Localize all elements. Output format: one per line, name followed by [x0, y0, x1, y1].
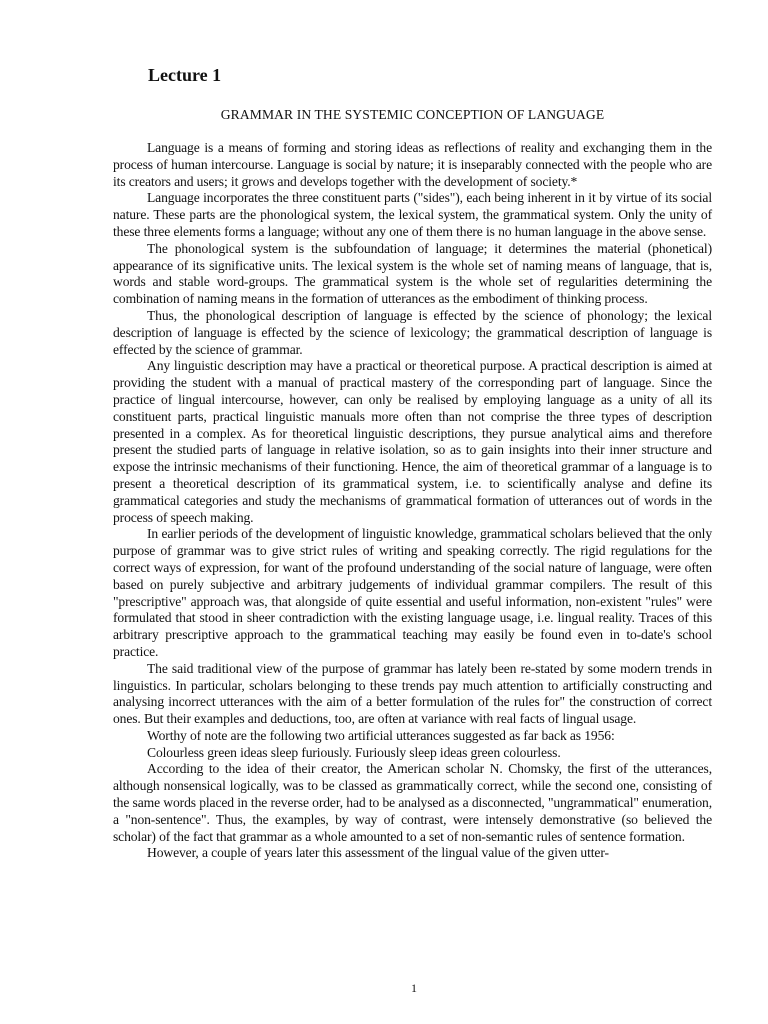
paragraph: However, a couple of years later this assessment of the lingual value of the given utter-	[147, 845, 609, 861]
lecture-heading: Lecture 1	[148, 65, 222, 85]
example-sentences: Colourless green ideas sleep furiously. Furiously sleep ideas green colourless.	[147, 744, 561, 760]
document-title: GRAMMAR IN THE SYSTEMIC CONCEPTION OF LANGUAGE	[220, 107, 605, 122]
paragraph: Worthy of note are the following two artificial utterances suggested as far back as 1956:	[147, 727, 615, 743]
paragraph: In earlier periods of the development of linguistic knowledge, grammatical scholars believed that the only purpose of grammar was to give strict rules of writing and speaking correctly. The rigid regulations for the correct ways of expression, for want of the profound understanding of the social nature of language, were often based on purely subjective and arbitrary judgements of individual grammar compilers. The result of this "prescriptive" approach was, that alongside of quite essential and useful information, non-existent "rules" were formulated that stood in sheer contradiction with the existing language usage, i.e. lingual reality. Traces of this arbitrary prescriptive approach to the grammatical teaching may easily be found even in to-date's school practice.	[113, 526, 712, 659]
paragraph: Language is a means of forming and storing ideas as reflections of reality and exchanging them in the process of human intercourse. Language is social by nature; it is inseparably connected with the people who are its creators and users; it grows and develops together with the development of society.*	[113, 140, 712, 189]
paragraph: According to the idea of their creator, the American scholar N. Chomsky, the first of the utterances, although nonsensical logically, was to be classed as grammatically correct, while the second one, consisting of the same words placed in the reverse order, had to be analysed as a disconnected, "ungrammatical" enumeration, a "non-sentence". Thus, the examples, by way of contrast, were intensely demonstrative (so believed the scholar) of the fact that grammar as a whole amounted to a set of non-semantic rules of sentence formation.	[113, 761, 712, 844]
paragraph: Language incorporates the three constituent parts ("sides"), each being inherent in it by virtue of its social nature. These parts are the phonological system, the lexical system, the grammatical system. Only the unity of these three elements forms a language; without any one of them there is no human language in the above sense.	[113, 190, 712, 239]
paragraph: The phonological system is the subfoundation of language; it determines the material (phonetical) appearance of its significative units. The lexical system is the whole set of naming means of language, that is, words and stable word-groups. The grammatical system is the whole set of regularities determining the combination of naming means in the formation of utterances as the embodiment of thinking process.	[113, 240, 712, 307]
page-number: 1	[411, 981, 417, 995]
paragraph: Any linguistic description may have a practical or theoretical purpose. A practical description is aimed at providing the student with a manual of practical mastery of the corresponding part of language. Since the practice of lingual intercourse, however, can only be realised by employing language as a unity of all its constituent parts, practical linguistic manuals more often than not comprise the three types of description presented in a complex. As for theoretical linguistic descriptions, they pursue analytical aims and therefore present the studied parts of language in relative isolation, so as to gain insights into their inner structure and expose the intrinsic mechanisms of their functioning. Hence, the aim of theoretical grammar of a language is to present a theoretical description of its grammatical system, i.e. to scientifically analyse and define its grammatical categories and study the mechanisms of grammatical formation of utterances out of words in the process of speech making.	[113, 358, 712, 525]
paragraph: The said traditional view of the purpose of grammar has lately been re-stated by some modern trends in linguistics. In particular, scholars belonging to these trends pay much attention to artificially constructing and analysing incorrect utterances with the aim of a better formulation of the rules for" the construction of correct ones. But their examples and deductions, too, are often at variance with real facts of lingual usage.	[113, 660, 712, 727]
body-text	[113, 140, 712, 862]
paragraph: Thus, the phonological description of language is effected by the science of phonology; the lexical description of language is effected by the science of lexicology; the grammatical description of language is effected by the science of grammar.	[113, 307, 712, 357]
